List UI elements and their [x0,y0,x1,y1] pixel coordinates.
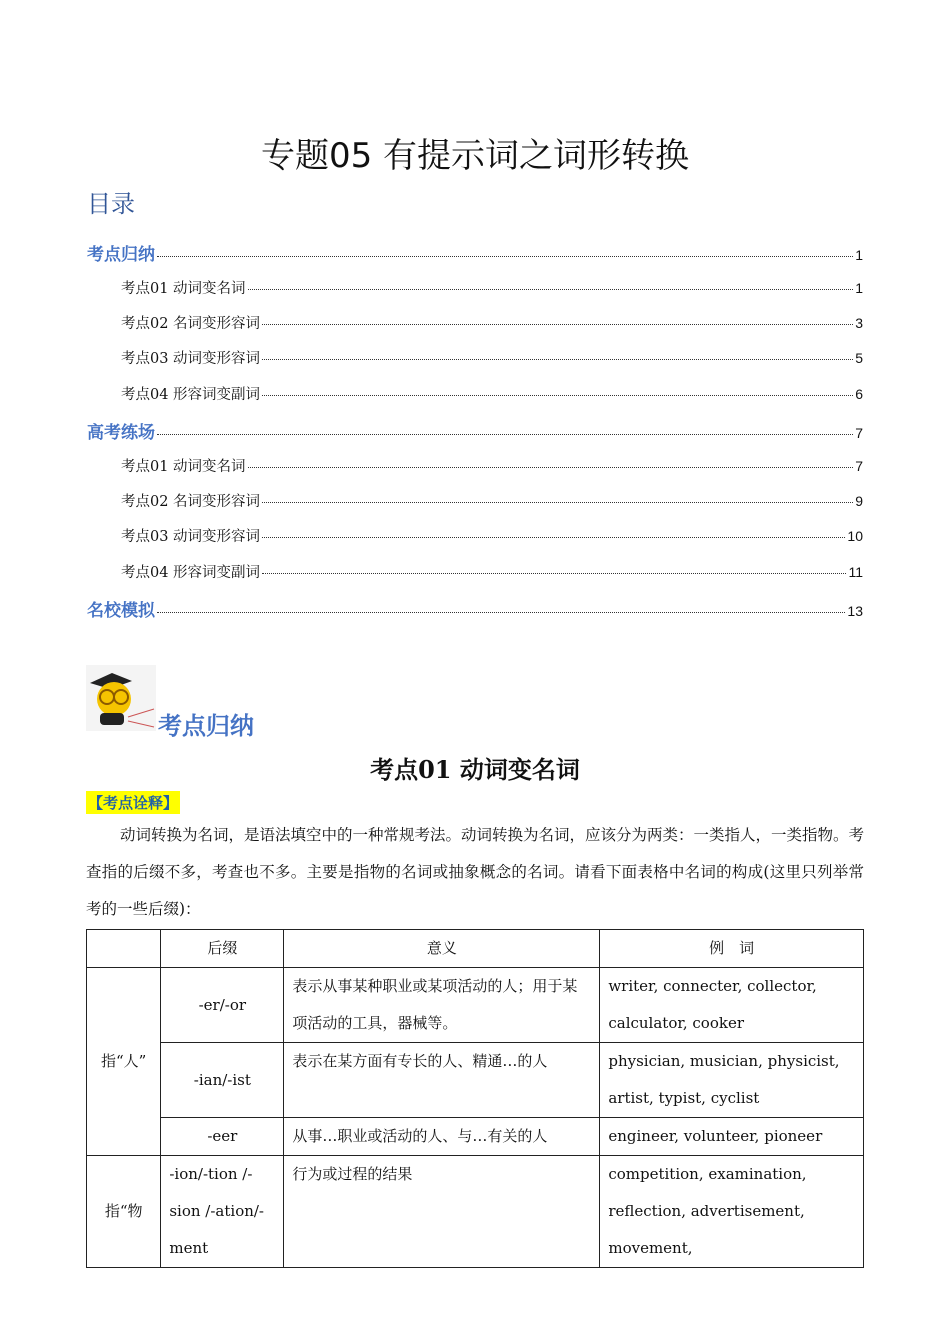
toc-entry-label: 考点02 名词变形容词 [121,316,261,332]
table-row [87,968,864,1043]
meaning-cell: 表示从事某种职业或某项活动的人；用于某项活动的工具，器械等。 [284,968,600,1043]
toc-entry-label: 考点01 动词变名词 [121,281,246,297]
table-header-row [87,930,864,968]
toc-entry-label: 考点01 动词变名词 [121,459,246,475]
toc-page-number: 3 [855,315,863,331]
toc-page-number: 11 [848,564,863,580]
toc-heading: 目录 [87,190,135,218]
toc-leader-dots [157,434,853,435]
meaning-cell: 表示在某方面有专长的人、精通…的人 [284,1043,600,1118]
toc-page-number: 13 [847,603,863,619]
toc-leader-dots [262,502,853,503]
toc-leader-dots [248,289,854,290]
header-cell [87,930,161,968]
toc-leader-dots [262,395,853,396]
toc-entry[interactable] [121,525,863,546]
examples-cell: competition, examination, reflection, advertisement, movement, [600,1156,864,1268]
toc-leader-dots [157,612,845,613]
toc-leader-dots [262,537,845,538]
toc-leader-dots [262,573,846,574]
toc-leader-dots [262,324,853,325]
toc-entry-label: 考点02 名词变形容词 [121,494,261,510]
toc-leader-dots [248,467,854,468]
table-row [87,1043,864,1118]
toc-entry-label: 名校模拟 [87,601,155,621]
examples-cell: physician, musician, physicist, artist, typist, cyclist [600,1043,864,1118]
table-row [87,1118,864,1156]
toc-page-number: 5 [855,350,863,366]
toc-entry[interactable] [121,561,863,582]
explanation-tag: 【考点诠释】 [86,791,180,814]
header-cell: 例 词 [600,930,864,968]
toc-entry[interactable] [121,383,863,404]
toc-page-number: 9 [855,493,863,509]
intro-paragraph: 动词转换为名词，是语法填空中的一种常规考法。动词转换为名词，应该分为两类：一类指人，一类指物。考查指的后缀不多，考查也不多。主要是指物的名词或抽象概念的名词。请看下面表格中名词的构成(这里只列举常考的一些后缀)： [86,826,865,918]
section-heading: 考点归纳 [158,712,254,740]
toc-entry-label: 考点03 动词变形容词 [121,351,261,367]
group-cell: 指“物 [87,1156,161,1268]
meaning-cell: 从事…职业或活动的人、与…有关的人 [284,1118,600,1156]
examples-cell: writer, connecter, collector, calculator, cooker [600,968,864,1043]
toc-entry[interactable] [121,490,863,511]
toc-entry-label: 考点04 形容词变副词 [121,387,261,403]
toc-page-number: 1 [855,280,863,296]
mascot-icon [86,665,156,731]
header-cell: 后缀 [161,930,284,968]
header-cell: 意义 [284,930,600,968]
toc-page-number: 7 [855,425,863,441]
toc-entry[interactable] [87,596,863,621]
group-cell: 指“人” [87,968,161,1156]
toc-entry[interactable] [121,455,863,476]
toc-entry[interactable] [121,347,863,368]
toc-entry[interactable] [121,277,863,298]
toc-leader-dots [157,256,853,257]
toc-entry-label: 考点03 动词变形容词 [121,529,261,545]
toc-entry-label: 考点04 形容词变副词 [121,565,261,581]
toc-page-number: 10 [847,528,863,544]
suffix-cell: -ion/-tion /-sion /-ation/-ment [161,1156,284,1268]
examples-cell: engineer, volunteer, pioneer [600,1118,864,1156]
toc-page-number: 1 [855,247,863,263]
toc-entry-label: 高考练场 [87,423,155,443]
suffix-table [86,929,864,1268]
table-row [87,1156,864,1268]
toc-page-number: 6 [855,386,863,402]
toc-entry[interactable] [87,240,863,265]
document-title: 专题05 有提示词之词形转换 [260,136,690,176]
meaning-cell: 行为或过程的结果 [284,1156,600,1268]
toc-leader-dots [262,359,853,360]
toc-entry[interactable] [87,418,863,443]
suffix-cell: -eer [161,1118,284,1156]
toc-entry[interactable] [121,312,863,333]
topic-title: 考点01 动词变名词 [370,755,580,784]
suffix-cell: -ian/-ist [161,1043,284,1118]
toc-page-number: 7 [855,458,863,474]
suffix-cell: -er/-or [161,968,284,1043]
toc-entry-label: 考点归纳 [87,245,155,265]
